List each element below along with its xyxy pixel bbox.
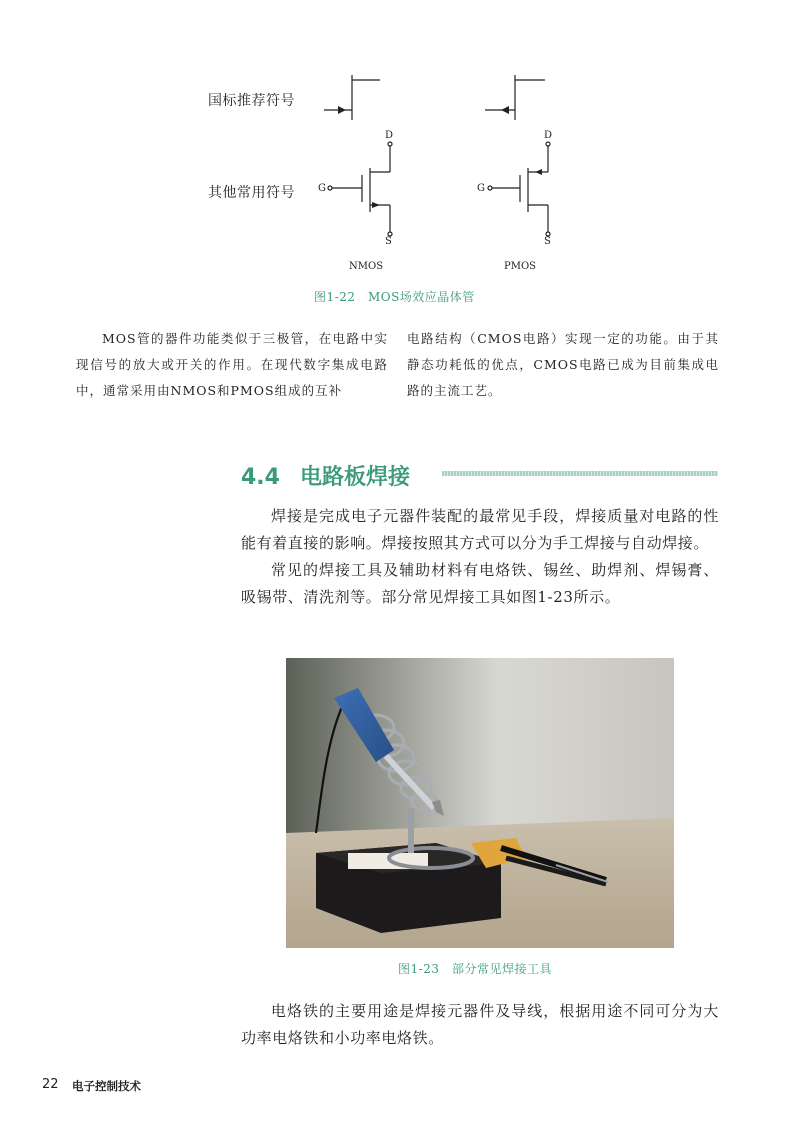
pmos-standard-symbol (485, 75, 545, 120)
page-number: 22 (42, 1077, 59, 1092)
intro-left-column: MOS管的器件功能类似于三极管，在电路中实现信号的放大或开关的作用。在现代数字集成电路中，通常采用由NMOS和PMOS组成的互补 (76, 331, 388, 398)
row-label-common: 其他常用符号 (208, 185, 295, 201)
section-rule (442, 471, 718, 476)
nmos-standard-symbol (324, 75, 380, 120)
paragraph: 常见的焊接工具及辅助材料有电烙铁、锡丝、助焊剂、焊锡膏、吸锡带、清洗剂等。部分常见焊接工具如图1-23所示。 (241, 561, 719, 606)
pmos-pin-g: G (477, 183, 485, 194)
section-title: 电路板焊接 (299, 465, 410, 490)
pmos-label: PMOS (504, 261, 537, 272)
closing-text (241, 998, 719, 1052)
pmos-common-symbol (492, 146, 548, 232)
pmos-channel-arrow-icon (535, 169, 542, 175)
pmos-pin-d: D (544, 130, 553, 141)
nmos-pin-d: D (385, 130, 394, 141)
paragraph: 电烙铁的主要用途是焊接元器件及导线，根据用途不同可分为大功率电烙铁和小功率电烙铁。 (241, 1002, 719, 1047)
intro-right-column: 电路结构（CMOS电路）实现一定的功能。由于其静态功耗低的优点，CMOS电路已成为目前集成电路的主流工艺。 (407, 331, 719, 398)
row-label-standard: 国标推荐符号 (208, 93, 295, 109)
book-title: 电子控制技术 (72, 1079, 141, 1093)
soldering-tools-photo (286, 658, 674, 948)
arrow-in-icon (338, 106, 346, 114)
section-number: 4.4 (241, 465, 280, 490)
body-text (241, 503, 719, 611)
nmos-pin-g: G (318, 183, 326, 194)
mos-symbol-diagram (300, 60, 600, 260)
nmos-channel-arrow-icon (372, 202, 380, 208)
arrow-out-icon (501, 106, 509, 114)
paragraph: 焊接是完成电子元器件装配的最常见手段，焊接质量对电路的性能有着直接的影响。焊接按照其方式可以分为手工焊接与自动焊接。 (241, 507, 719, 552)
pmos-pin-s: S (544, 236, 551, 247)
figure-1-22-caption: 图1-22 MOS场效应晶体管 (314, 290, 475, 304)
nmos-common-symbol (332, 146, 390, 232)
figure-1-23-caption: 图1-23 部分常见焊接工具 (398, 962, 552, 976)
nmos-pin-s: S (385, 236, 392, 247)
section-heading (241, 460, 410, 491)
nmos-label: NMOS (349, 261, 384, 272)
